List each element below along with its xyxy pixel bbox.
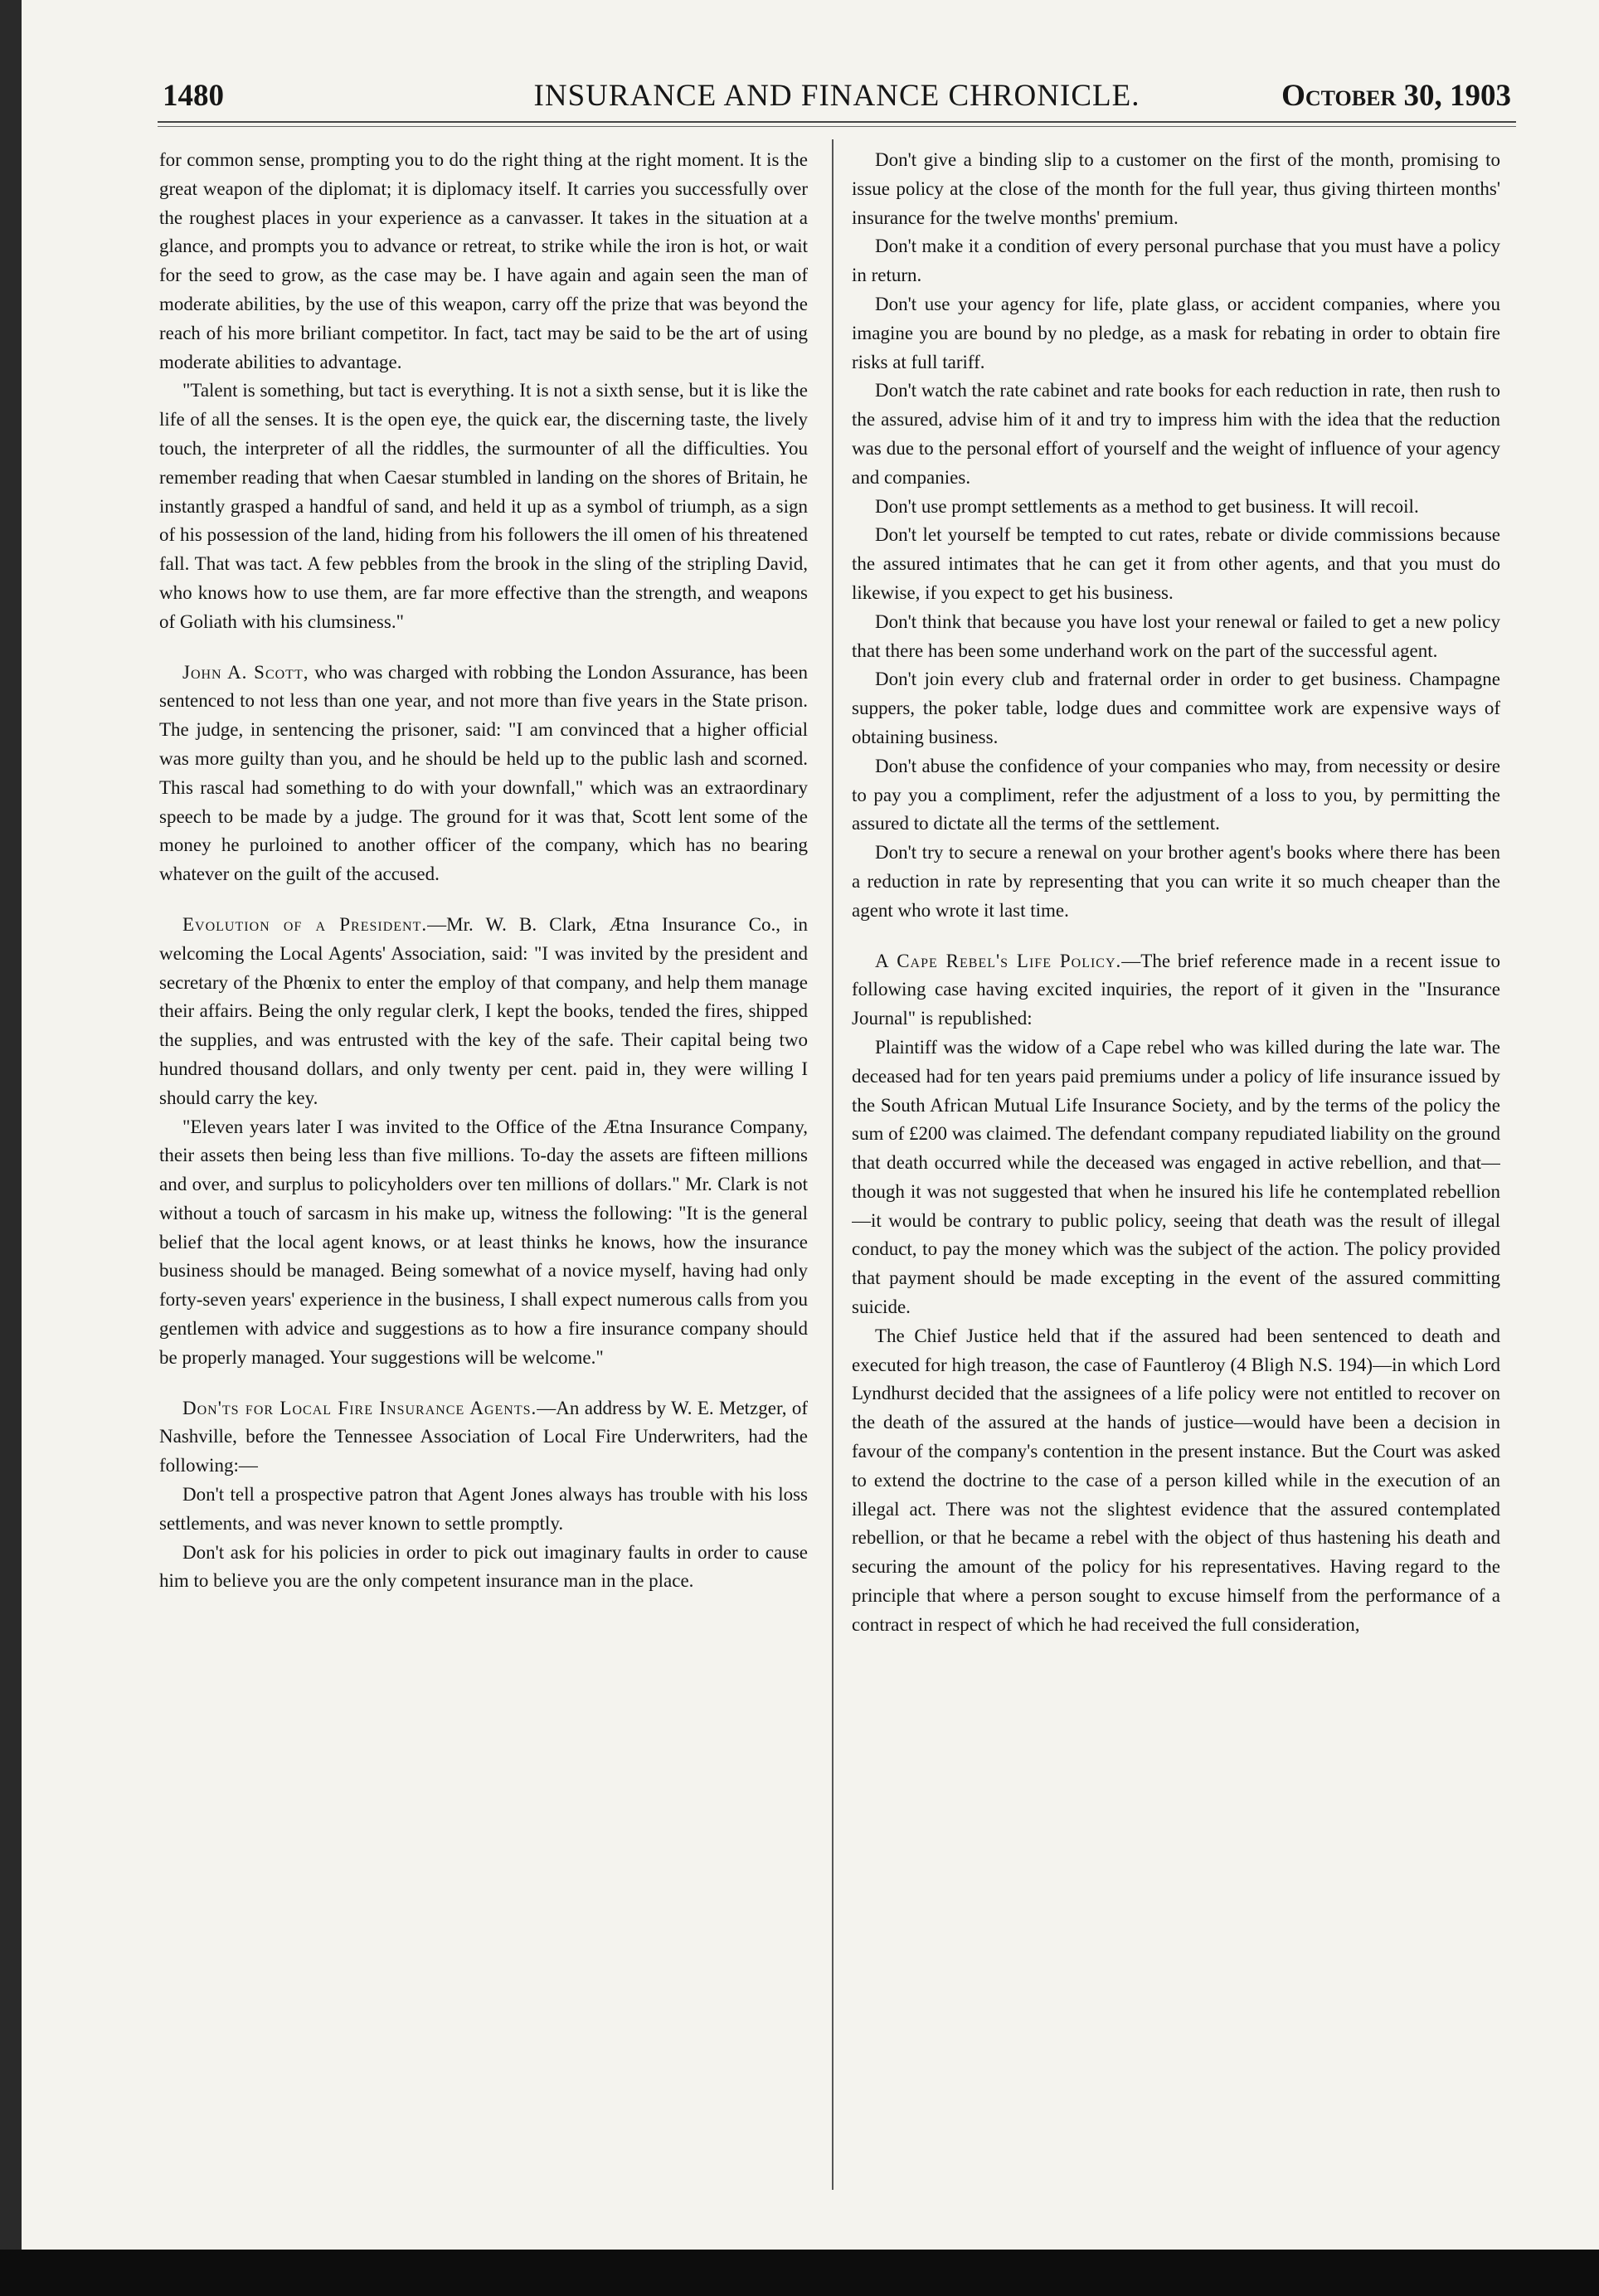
- paragraph: Don't abuse the confidence of your companies who may, from necessity or desire to pay you a compliment, refer the adjustment of a loss to you, by permitting the assured to dictate all the terms of the settlement.: [852, 755, 1500, 834]
- paragraph: John A. Scott, who was charged with robbing the London Assurance, has been sentenced to not less than one year, and not more than five years in the State prison. The judge, in sentencing the prisoner, said: "I am convinced that a higher official was more guilty than you, and he should be held up to the public lash and scorned. This rascal had something to do with your downfall," which was an extraordinary speech to be made by a judge. The ground for it was that, Scott lent some of the money he purloined to another officer of the company, which has no bearing whatever on the guilt of the accused.: [159, 661, 808, 885]
- paragraph: Evolution of a President.—Mr. W. B. Clark, Ætna Insurance Co., in welcoming the Local Agents' Association, said: "I was invited by the president and secretary of the Phœnix to enter the employ of that company, and help them manage their affairs. Being the only regular clerk, I kept the books, tended the fires, shipped the supplies, and was entrusted with the key of the safe. Their capital being two hundred thousand dollars, and only twenty per cent. paid in, they were willing I should carry the key.: [159, 913, 808, 1108]
- paragraph: "Eleven years later I was invited to the Office of the Ætna Insurance Company, their assets then being less than five millions. To-day the assets are fifteen millions and over, and surplus to policyholders over ten millions of dollars." Mr. Clark is not without a touch of sarcasm in his make up, witness the following: "It is the general belief that the local agent knows, or at least thinks he knows, how the insurance business should be managed. Being somewhat of a novice myself, having had only forty-seven years' experience in the business, I shall expect numerous calls from you gentlemen with advice and suggestions as to how a fire insurance company should be properly managed. Your suggestions will be welcome.": [159, 1116, 808, 1368]
- section-heading: John A. Scott,: [182, 661, 309, 683]
- paragraph: Don't tell a prospective patron that Agent Jones always has trouble with his loss settlements, and was never known to settle promptly.: [159, 1484, 808, 1534]
- paragraph: for common sense, prompting you to do the right thing at the right moment. It is the great weapon of the diplomat; it is diplomacy itself. It carries you successfully over the roughest places in your experience as a canvasser. It takes in the situation at a glance, and prompts you to advance or retreat, to strike while the iron is hot, or wait for the seed to grow, as the case may be. I have again and again seen the man of moderate abilities, by the use of this weapon, carry off the prize that was beyond the reach of his more briliant competitor. In fact, tact may be said to be the art of using moderate abilities to advantage.: [159, 149, 808, 372]
- paragraph: Don't join every club and fraternal order in order to get business. Champagne suppers, the poker table, lodge dues and committee work are expensive ways of obtaining business.: [852, 669, 1500, 747]
- paragraph: "Talent is something, but tact is everything. It is not a sixth sense, but it is like the life of all the senses. It is the open eye, the quick ear, the discerning taste, the lively touch, the interpreter of all the riddles, the surmounter of all the difficulties. You remember reading that when Caesar stumbled in landing on the shores of Britain, he instantly grasped a handful of sand, and held it up as a symbol of triumph, as a sign of his possession of the land, hiding from his followers the ill omen of his threatened fall. That was tact. A few pebbles from the brook in the sling of the stripling David, who knows how to use them, are far more effective than the strength, and weapons of Goliath with his clumsiness.": [159, 380, 808, 632]
- section-heading: Evolution of a President.: [182, 913, 428, 935]
- page-header: [163, 73, 1511, 119]
- paragraph: Don't ask for his policies in order to pick out imaginary faults in order to cause him to believe you are the only competent insurance man in the place.: [159, 1541, 808, 1592]
- section-heading: Don'ts for Local Fire Insurance Agents.: [182, 1397, 537, 1418]
- section-heading: A Cape Rebel's Life Policy.: [875, 950, 1122, 971]
- paragraph: A Cape Rebel's Life Policy.—The brief reference made in a recent issue to following case having excited inquiries, the report of it given in the "Insurance Journal" is republished:: [852, 950, 1500, 1029]
- paragraph: Don't make it a condition of every personal purchase that you must have a policy in return.: [852, 236, 1500, 286]
- paragraph: Don't watch the rate cabinet and rate books for each reduction in rate, then rush to the assured, advise him of it and try to impress him with the idea that the reduction was due to the personal effort of yourself and the weight of influence of your agency and companies.: [852, 380, 1500, 488]
- paragraph: Don't try to secure a renewal on your brother agent's books where there has been a reduction in rate by representing that you can write it so much cheaper than the agent who wrote it last time.: [852, 842, 1500, 921]
- header-rule: [158, 121, 1516, 123]
- publication-title: INSURANCE AND FINANCE CHRONICLE.: [533, 79, 1140, 113]
- paragraph: Don'ts for Local Fire Insurance Agents.—An address by W. E. Metzger, of Nashville, before the Tennessee Association of Local Fire Underwriters, had the following:—: [159, 1397, 808, 1476]
- left-column: [159, 146, 808, 2195]
- paragraph: Plaintiff was the widow of a Cape rebel who was killed during the late war. The deceased had for ten years paid premiums under a policy of life insurance issued by the South African Mutual Life Insurance Society, and by the terms of the policy the sum of £200 was claimed. The defendant company repudiated liability on the ground that death occurred while the deceased was engaged in active rebellion, and that—though it was not suggested that when he insured his life he contemplated rebellion—it would be contrary to public policy, seeing that death was the result of illegal conduct, to pay the money which was the subject of the action. The policy provided that payment should be made excepting in the event of the assured committing suicide.: [852, 1036, 1500, 1318]
- issue-date: October 30, 1903: [1281, 79, 1511, 113]
- column-divider: [832, 139, 834, 2190]
- scan-edge-left: [0, 0, 22, 2296]
- paragraph: Don't think that because you have lost your renewal or failed to get a new policy that there has been some underhand work on the part of the successful agent.: [852, 610, 1500, 661]
- right-column: [852, 146, 1500, 2195]
- paragraph: The Chief Justice held that if the assured had been sentenced to death and executed for high treason, the case of Fauntleroy (4 Bligh N.S. 194)—in which Lord Lyndhurst decided that the assignees of a life policy were not entitled to recover on the death of the assured at the hands of justice—would have been a decision in favour of the company's contention in the present instance. But the Court was asked to extend the doctrine to the case of a person killed while in the execution of an illegal act. There was not the slightest evidence that the assured contemplated rebellion, or that he became a rebel with the object of thus hastening his death and securing the amount of the policy for his representatives. Having regard to the principle that where a person sought to excuse himself from the performance of a contract in respect of which he had received the full consideration,: [852, 1325, 1500, 1635]
- scan-edge-bottom: [0, 2250, 1599, 2296]
- paragraph: Don't use prompt settlements as a method to get business. It will recoil.: [875, 495, 1419, 517]
- header-rule-thin: [158, 126, 1516, 127]
- paragraph: Don't let yourself be tempted to cut rates, rebate or divide commissions because the assured intimates that he can get it from other agents, and that you must do likewise, if you expect to get his business.: [852, 524, 1500, 603]
- paragraph: Don't use your agency for life, plate glass, or accident companies, where you imagine you are bound by no pledge, as a mask for rebating in order to obtain fire risks at full tariff.: [852, 293, 1500, 372]
- page-number: 1480: [163, 79, 224, 113]
- paragraph: Don't give a binding slip to a customer on the first of the month, promising to issue policy at the close of the month for the full year, thus giving thirteen months' insurance for the twelve months' premium.: [852, 149, 1500, 228]
